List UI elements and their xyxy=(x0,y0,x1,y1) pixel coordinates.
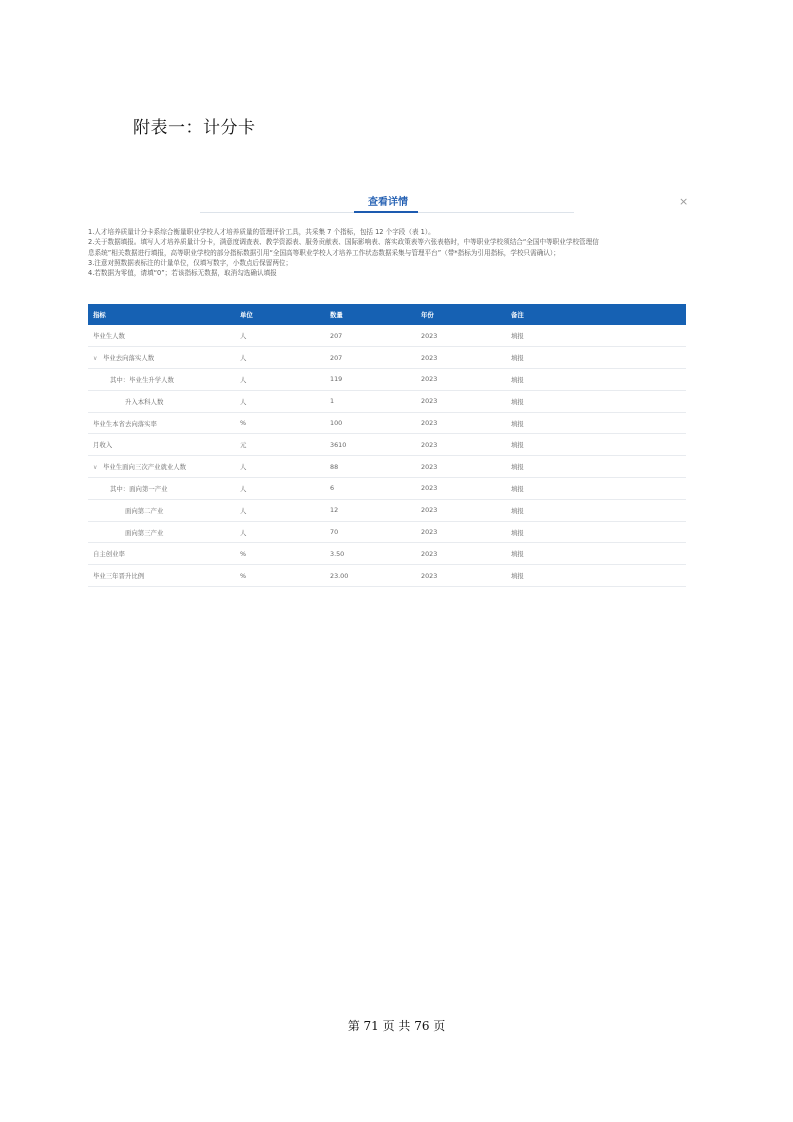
page-footer: 第 71 页 共 76 页 xyxy=(347,1019,446,1033)
table-row xyxy=(88,390,686,412)
indicator-label: 毕业生人数 xyxy=(93,332,125,341)
header-indicator: 指标 xyxy=(93,311,106,319)
header-quantity: 数量 xyxy=(330,311,343,319)
indicator-label: 面向第二产业 xyxy=(125,506,164,515)
note-line: 3.注意对照数据表标注的计量单位，仅填写数字，小数点后保留两位； xyxy=(88,258,293,267)
table-header-row xyxy=(88,304,686,325)
cell-remark: 填报 xyxy=(511,441,524,450)
indicator-label: 毕业生本省去向落实率 xyxy=(93,419,157,428)
indicator-label: 毕业三年晋升比例 xyxy=(93,572,145,581)
scorecard-table xyxy=(88,304,686,587)
cell-remark: 填报 xyxy=(511,572,524,581)
cell-remark: 填报 xyxy=(511,484,524,493)
active-tab-underline xyxy=(354,211,418,213)
indicator-label: 自主创业率 xyxy=(93,550,125,559)
cell-indicator xyxy=(88,347,235,369)
dialog-title-tab[interactable]: 查看详情 xyxy=(368,197,408,208)
chevron-down-icon[interactable]: ∨ xyxy=(93,464,98,472)
cell-remark: 填报 xyxy=(511,419,524,428)
indicator-label: 其中：面向第一产业 xyxy=(110,484,168,493)
indicator-label: 其中：毕业生升学人数 xyxy=(110,375,174,384)
cell-quantity: 12 xyxy=(330,506,339,515)
cell-unit: 人 xyxy=(240,484,247,493)
cell-year: 2023 xyxy=(421,484,438,493)
cell-unit: 人 xyxy=(240,506,247,515)
header-unit: 单位 xyxy=(240,311,253,319)
cell-remark: 填报 xyxy=(511,397,524,406)
cell-year: 2023 xyxy=(421,462,438,471)
cell-unit: 人 xyxy=(240,528,247,537)
cell-unit: 人 xyxy=(240,375,247,384)
cell-year: 2023 xyxy=(421,440,438,449)
cell-remark: 填报 xyxy=(511,550,524,559)
cell-quantity: 88 xyxy=(330,462,339,471)
header-remark: 备注 xyxy=(511,311,524,319)
cell-remark: 填报 xyxy=(511,528,524,537)
cell-year: 2023 xyxy=(421,397,438,406)
cell-year: 2023 xyxy=(421,506,438,515)
instruction-notes xyxy=(88,227,688,278)
cell-year: 2023 xyxy=(421,375,438,384)
indicator-label: 月收入 xyxy=(93,441,113,450)
table-row xyxy=(88,499,686,521)
indicator-label: 毕业生面向三次产业就业人数 xyxy=(103,463,187,472)
cell-indicator xyxy=(88,434,235,456)
cell-quantity: 3610 xyxy=(330,440,347,449)
cell-remark: 填报 xyxy=(511,506,524,515)
cell-quantity: 23.00 xyxy=(330,571,349,580)
table-row xyxy=(88,325,686,347)
cell-unit: 人 xyxy=(240,397,247,406)
close-icon[interactable]: × xyxy=(679,195,689,208)
cell-unit: 人 xyxy=(240,463,247,472)
cell-quantity: 70 xyxy=(330,528,339,537)
table-row xyxy=(88,434,686,456)
note-line: 2.关于数据填报。填写人才培养质量计分卡，满意度调查表、教学资源表、服务贡献表、国际影响表、落实政策表等六张表格时，中等职业学校须结合“全国中等职业学校管理信 xyxy=(88,238,599,247)
indicator-label: 毕业去向落实人数 xyxy=(103,354,155,363)
table-row[interactable] xyxy=(88,456,686,478)
indicator-label: 升入本科人数 xyxy=(125,397,164,406)
cell-indicator xyxy=(88,369,235,391)
cell-year: 2023 xyxy=(421,353,438,362)
cell-quantity: 207 xyxy=(330,331,343,340)
table-row xyxy=(88,369,686,391)
table-row xyxy=(88,521,686,543)
indicator-label: 面向第三产业 xyxy=(125,528,164,537)
cell-quantity: 3.50 xyxy=(330,549,345,558)
cell-indicator xyxy=(88,456,235,478)
cell-year: 2023 xyxy=(421,549,438,558)
table-row xyxy=(88,412,686,434)
cell-remark: 填报 xyxy=(511,332,524,341)
cell-quantity: 100 xyxy=(330,419,343,428)
cell-indicator xyxy=(88,412,235,434)
cell-unit: % xyxy=(240,571,247,580)
table-row xyxy=(88,565,686,587)
cell-remark: 填报 xyxy=(511,354,524,363)
cell-indicator xyxy=(88,521,235,543)
cell-unit: 人 xyxy=(240,332,247,341)
cell-unit: 元 xyxy=(240,441,247,450)
table-row[interactable] xyxy=(88,347,686,369)
cell-indicator xyxy=(88,325,235,347)
note-line: 1.人才培养质量计分卡系综合衡量职业学校人才培养质量的管理评价工具，共采集 7 个指标，包括 12 个字段（表 1）。 xyxy=(88,228,435,236)
cell-year: 2023 xyxy=(421,419,438,428)
cell-unit: 人 xyxy=(240,354,247,363)
cell-quantity: 207 xyxy=(330,353,343,362)
page-heading: 附表一：计分卡 xyxy=(133,118,256,138)
cell-indicator xyxy=(88,543,235,565)
cell-unit: % xyxy=(240,549,247,558)
cell-remark: 填报 xyxy=(511,375,524,384)
note-line: 息系统”相关数据进行填报，高等职业学校的部分指标数据引用“全国高等职业学校人才培养工作状态数据采集与管理平台”（带*指标为引用指标，学校只需确认）； xyxy=(88,248,560,257)
table-row xyxy=(88,543,686,565)
cell-quantity: 6 xyxy=(330,484,335,493)
cell-unit: % xyxy=(240,419,247,428)
cell-quantity: 119 xyxy=(330,375,343,384)
cell-indicator xyxy=(88,565,235,587)
table-row xyxy=(88,478,686,500)
cell-year: 2023 xyxy=(421,571,438,580)
cell-indicator xyxy=(88,390,235,412)
cell-remark: 填报 xyxy=(511,463,524,472)
note-line: 4.若数据为零值，请填“0”；若该指标无数据，取消勾选确认填报 xyxy=(88,269,277,278)
cell-indicator xyxy=(88,478,235,500)
cell-year: 2023 xyxy=(421,331,438,340)
cell-year: 2023 xyxy=(421,528,438,537)
cell-indicator xyxy=(88,499,235,521)
header-year: 年份 xyxy=(421,311,434,319)
chevron-down-icon[interactable]: ∨ xyxy=(93,355,98,363)
cell-quantity: 1 xyxy=(330,397,335,406)
